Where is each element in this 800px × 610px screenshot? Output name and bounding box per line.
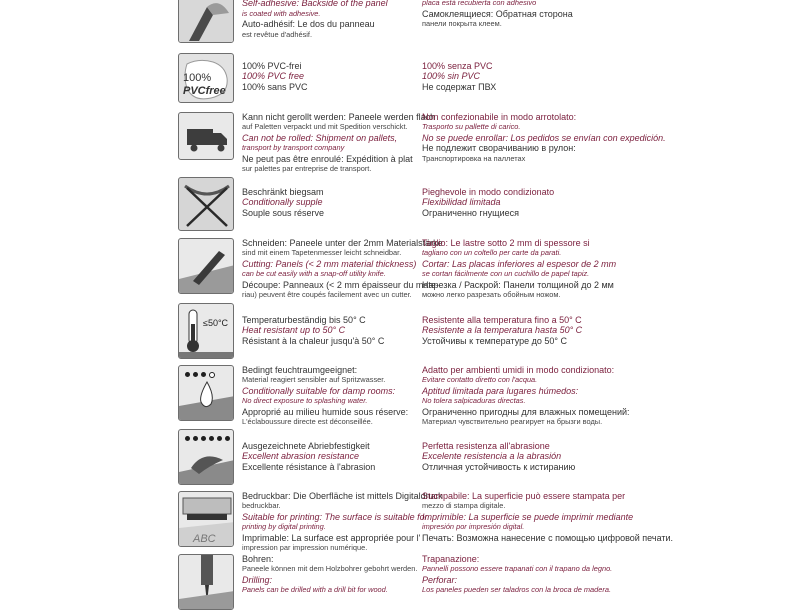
rating-dot-filled [193, 436, 198, 441]
es-text: 100% sin PVC [422, 71, 481, 82]
de-text: Beschränkt biegsam [242, 187, 324, 197]
ru-text: Не содержат ПВХ [422, 81, 497, 92]
it-subtext: mezzo di stampa digitale. [422, 501, 506, 511]
de-text: Schneiden: Paneele unter der 2mm Materialstärke [242, 238, 443, 248]
de-text: 100% PVC-frei [242, 61, 302, 71]
rating-dot-filled [201, 372, 206, 377]
ru-text: Самоклеящиеся: Обратная сторона [422, 8, 573, 19]
fr-text: Excellente résistance à l'abrasion [242, 461, 376, 472]
rating-dot-filled [201, 436, 206, 441]
de-text: Temperaturbeständig bis 50° C [242, 315, 366, 325]
es-text: Excelente resistencia a la abrasión [422, 451, 562, 462]
pvc-free-icon [178, 53, 234, 103]
pvc-free-label: PVCfree [183, 85, 226, 97]
it-text: Non confezionabile in modo arrotolato: [422, 112, 577, 122]
it-subtext: Pannelli possono essere trapanati con il trapano da legno. [422, 564, 613, 574]
en-text: Suitable for printing: The surface is suitable for [242, 511, 428, 522]
fr-text: Approprié au milieu humide sous réserve: [242, 406, 409, 417]
abrasion-icon [178, 429, 234, 485]
it-text: 100% senza PVC [422, 61, 493, 71]
ru-subtext: Транспортировка на паллетах [422, 153, 526, 163]
en-text: Drilling: [242, 574, 273, 585]
ru-text: Нарезка / Раскрой: Панели толщиной до 2 мм [422, 279, 614, 290]
it-text: Taglio: Le lastre sotto 2 mm di spessore si [422, 238, 590, 248]
en-text: 100% PVC free [242, 71, 305, 82]
ru-text: Не подлежит сворачиванию в рулон: [422, 143, 576, 154]
de-subtext: Material reagiert sensibler auf Spritzwasser. [242, 375, 386, 385]
es-subtext: Los paneles pueden ser taladros con la broca de madera. [422, 585, 611, 595]
de-subtext: bedruckbar. [242, 501, 281, 511]
fr-text: Découpe: Panneaux (< 2 mm épaisseur du mate- [242, 279, 439, 290]
temperature-label: ≤50°C [203, 318, 229, 328]
rating-dot-filled [225, 436, 230, 441]
en-text: Heat resistant up to 50° C [242, 325, 346, 336]
en-text: Conditionally supple [242, 197, 323, 208]
fr-subtext: riau) peuvent être coupés facilement avec un cutter. [242, 290, 412, 300]
fr-text: Auto-adhésif: Le dos du panneau [242, 19, 375, 30]
self-adhesive-icon [178, 0, 234, 43]
fr-text: Souple sous réserve [242, 207, 325, 218]
es-subtext: se cortan fácilmente con un cuchillo de papel tapiz. [422, 269, 590, 279]
en-subtext: Panels can be drilled with a drill bit for wood. [242, 585, 388, 595]
es-text: Resistente a la temperatura hasta 50° C [422, 325, 583, 336]
en-subtext: No direct exposure to splashing water. [242, 396, 368, 406]
ru-subtext: панели покрыта клеем. [422, 19, 502, 29]
ru-text: Печать: Возможна нанесение с помощью цифровой печати. [422, 532, 674, 543]
en-text: Excellent abrasion resistance [242, 451, 360, 462]
fr-text: Résistant à la chaleur jusqu'à 50° C [242, 335, 385, 346]
es-subtext: impresión por impresión digital. [422, 522, 525, 532]
it-subtext: Trasporto su pallette di carico. [422, 122, 521, 132]
en-text: Can not be rolled: Shipment on pallets, [242, 132, 398, 143]
it-text: Trapanazione: [422, 554, 480, 564]
es-text: Aptitud limitada para lugares húmedos: [422, 385, 579, 396]
rating-dots [185, 436, 230, 441]
bend-cross-icon [178, 177, 234, 231]
fr-text: Ne peut pas être enroulé: Expédition à plat [242, 153, 413, 164]
rating-dot-filled [185, 372, 190, 377]
drill-icon [178, 554, 234, 610]
de-subtext: Paneele können mit dem Holzbohrer gebohrt werden. [242, 564, 418, 574]
fr-subtext: sur palettes par entreprise de transport. [242, 164, 372, 174]
de-subtext: sind mit einem Tapetenmesser leicht schneidbar. [242, 248, 402, 258]
thermometer-icon [178, 303, 234, 359]
fr-text: Imprimable: La surface est appropriée pour l' [242, 532, 421, 543]
fr-text: 100% sans PVC [242, 81, 308, 92]
en-text: Self-adhesive: Backside of the panel [242, 0, 388, 9]
ru-subtext: Материал чувствительно реагирует на брызги воды. [422, 417, 603, 427]
de-text: Kann nicht gerollt werden: Paneele werden flach [242, 112, 436, 122]
ru-text: Ограниченно гнущиеся [422, 207, 519, 218]
rating-dot-filled [209, 436, 214, 441]
rating-dot-filled [193, 372, 198, 377]
en-text: Conditionally suitable for damp rooms: [242, 385, 396, 396]
rating-dots [185, 372, 215, 378]
fr-subtext: est revêtue d'adhésif. [242, 29, 313, 39]
it-text: Perfetta resistenza all'abrasione [422, 441, 550, 451]
en-subtext: can be cut easily with a snap-off utility knife. [242, 269, 386, 279]
truck-icon [178, 112, 234, 160]
fr-subtext: impression par impression numérique. [242, 543, 368, 553]
it-subtext: Evitare contatto diretto con l'acqua. [422, 375, 538, 385]
pvc-free-percent: 100% [183, 72, 212, 84]
ru-text: Ограниченно пригодны для влажных помещений: [422, 406, 630, 417]
rating-dot-filled [217, 436, 222, 441]
svg-text:ABC: ABC [193, 533, 216, 545]
knife-icon [178, 238, 234, 294]
es-text: Flexibilidad limitada [422, 197, 501, 208]
water-drop-icon [178, 365, 234, 421]
de-text: Bedingt feuchtraumgeeignet: [242, 365, 358, 375]
en-subtext: printing by digital printing. [242, 522, 326, 532]
es-text: Imprimible: La superficie se puede imprimir mediante [422, 511, 634, 522]
it-subtext: placa está recubierta con adhesivo [422, 0, 537, 8]
it-text: Resistente alla temperatura fino a 50° C [422, 315, 582, 325]
it-text: Pieghevole in modo condizionato [422, 187, 555, 197]
it-text: Stampabile: La superficie può essere stampata per [422, 491, 626, 501]
es-text: Perforar: [422, 574, 458, 585]
it-text: Adatto per ambienti umidi in modo condizionato: [422, 365, 615, 375]
en-subtext: transport by transport company [242, 143, 345, 153]
de-text: Bohren: [242, 554, 274, 564]
en-subtext: is coated with adhesive. [242, 8, 321, 18]
en-text: Cutting: Panels (< 2 mm material thickness) [242, 258, 417, 269]
es-text: Cortar: Las placas inferiores al espesor de 2 mm [422, 258, 617, 269]
de-text: Bedruckbar: Die Oberfläche ist mittels Digitaldruck [242, 491, 443, 501]
it-subtext: tagliano con un coltello per carte da parati. [422, 248, 562, 258]
ru-text: Отличная устойчивость к истиранию [422, 461, 576, 472]
printer-icon [178, 491, 234, 547]
ru-subtext: можно легко разрезать обойным ножом. [422, 290, 561, 300]
es-text: No se puede enrollar: Los pedidos se envían con expedición. [422, 132, 666, 143]
es-subtext: No tolera salpicaduras directas. [422, 396, 526, 406]
de-text: Ausgezeichnete Abriebfestigkeit [242, 441, 370, 451]
rating-dot-empty [209, 372, 215, 378]
rating-dot-filled [185, 436, 190, 441]
de-subtext: auf Paletten verpackt und mit Spedition verschickt. [242, 122, 408, 132]
fr-subtext: L'éclaboussure directe est déconseillée. [242, 417, 373, 427]
ru-text: Устойчивы к температуре до 50° C [422, 335, 567, 346]
